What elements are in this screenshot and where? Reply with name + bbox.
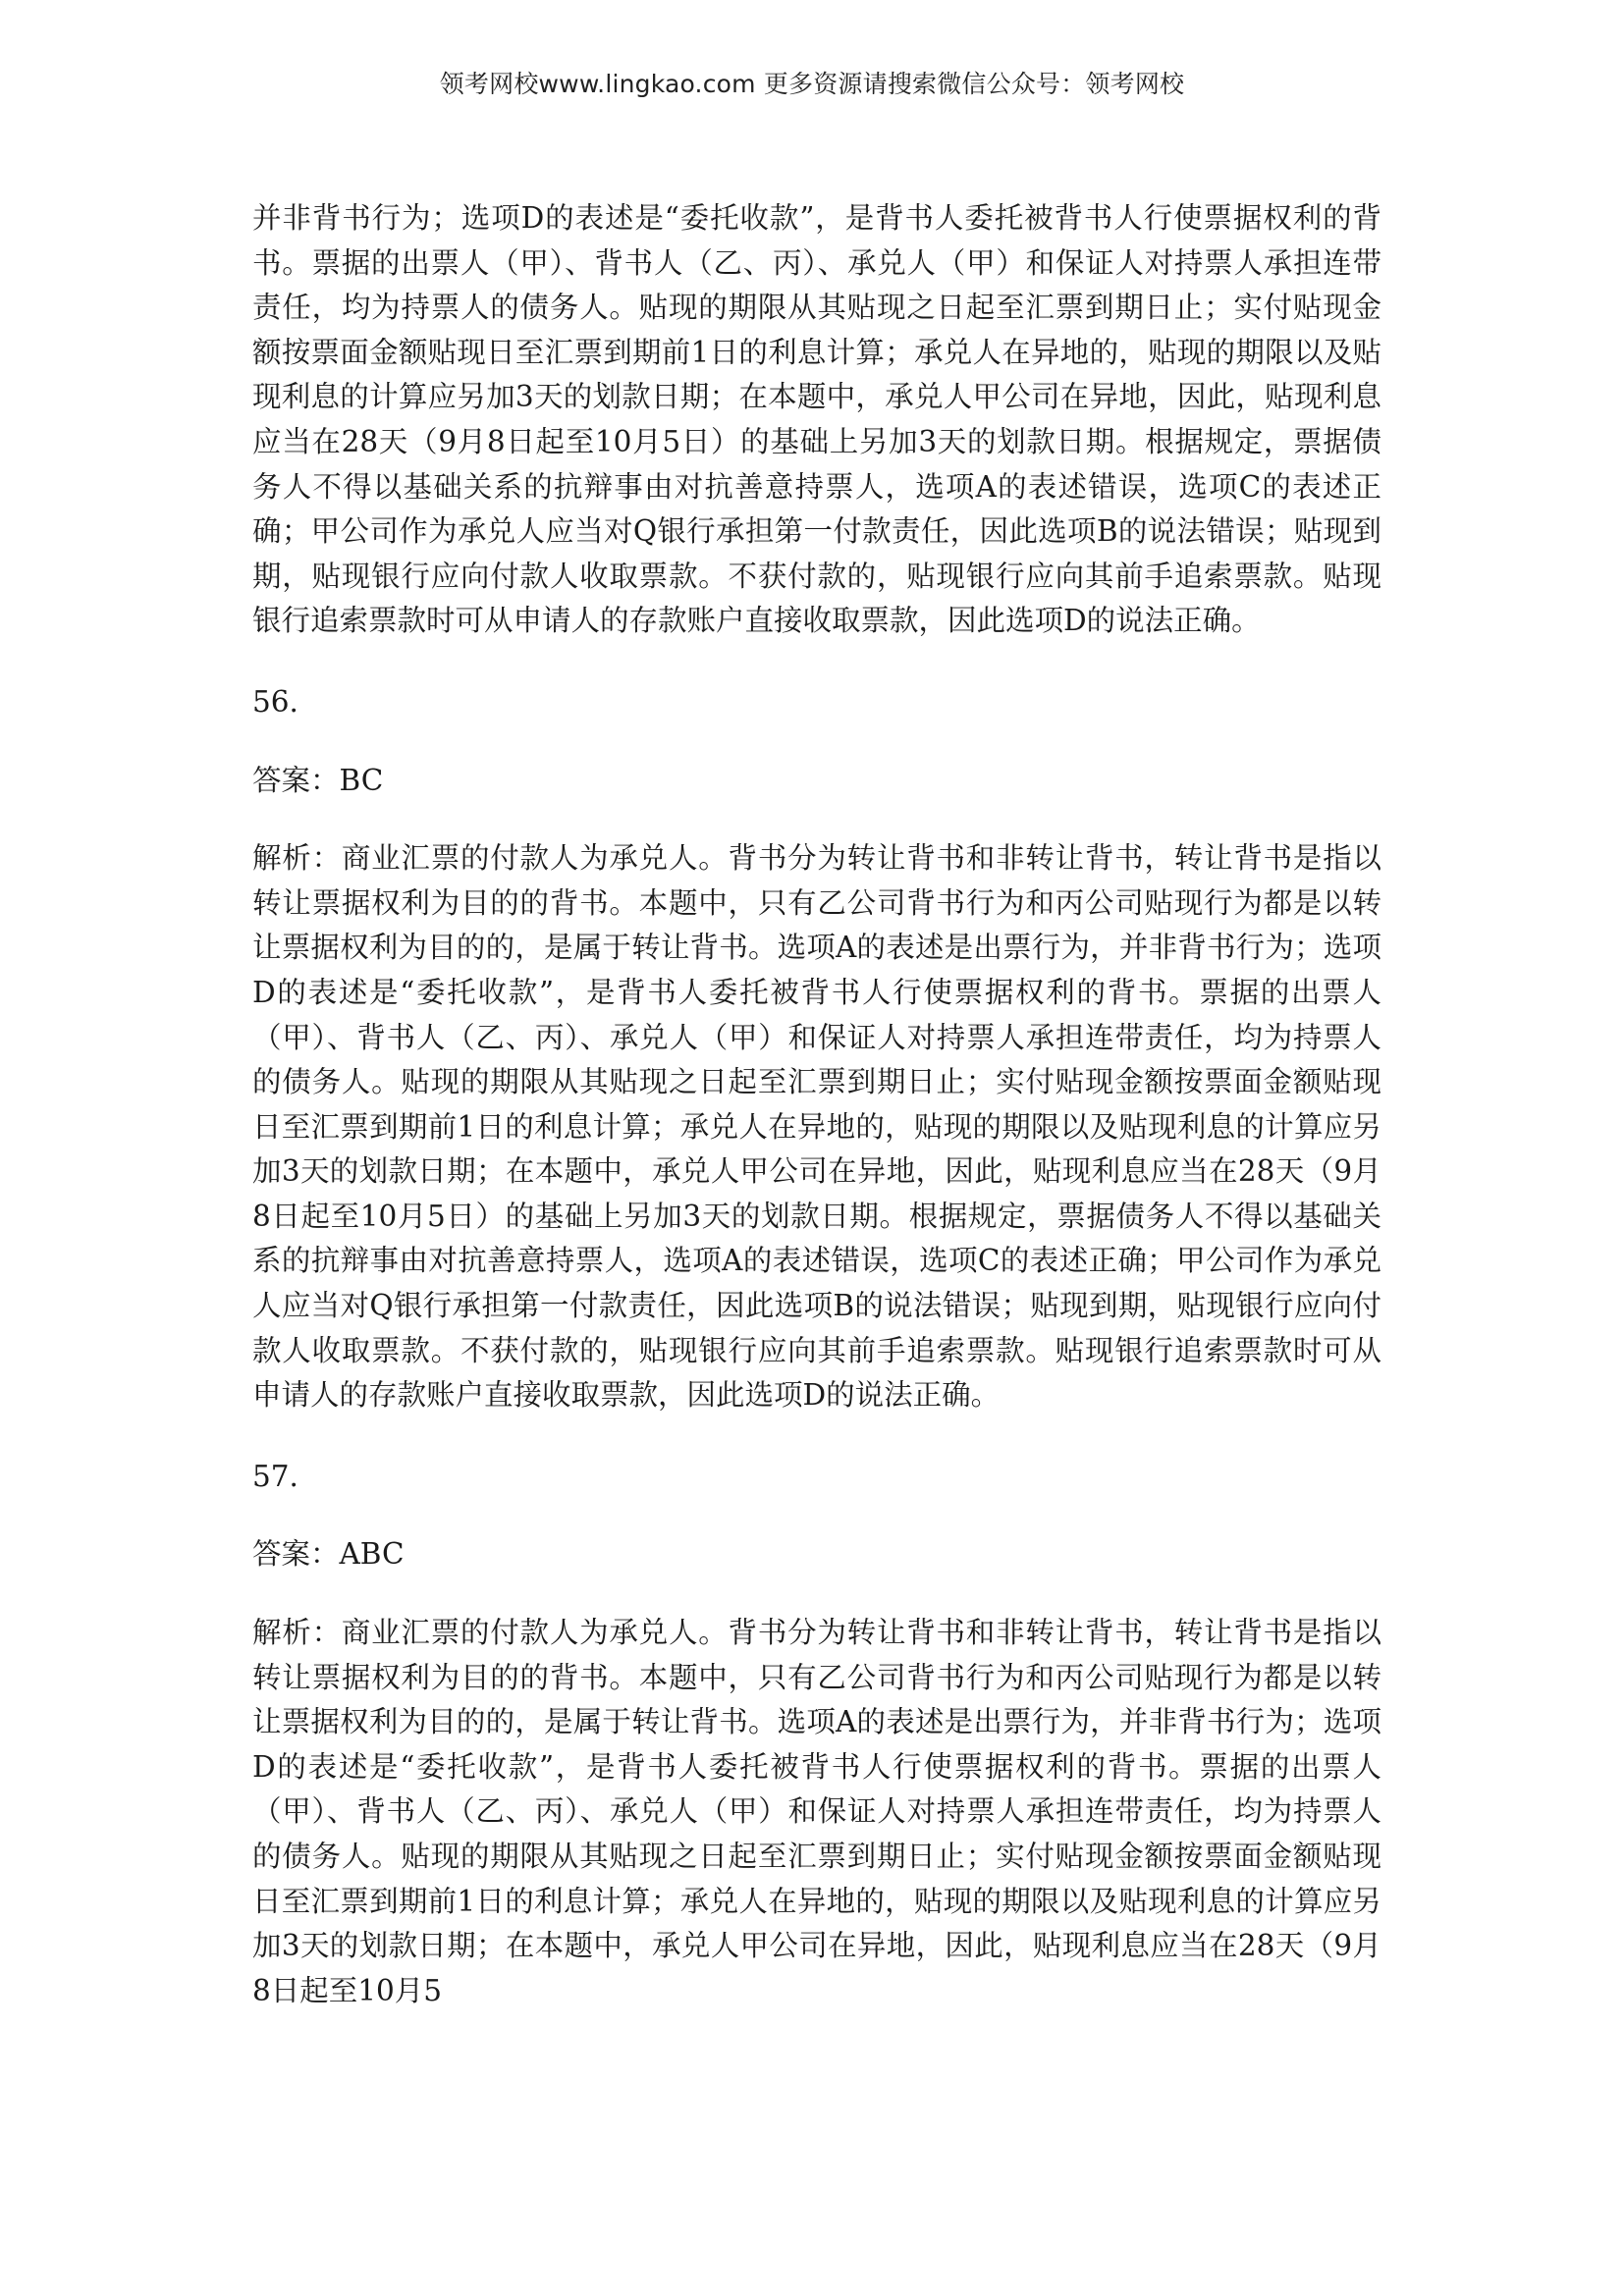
document-body — [252, 196, 1381, 2013]
spacer — [252, 644, 1381, 680]
explanation-57: 解析：商业汇票的付款人为承兑人。背书分为转让背书和非转让背书，转让背书是指以转让票据权利为目的的背书。本题中，只有乙公司背书行为和丙公司贴现行为都是以转让票据权利为目的的，是属于转让背书。选项A的表述是出票行为，并非背书行为；选项D的表述是“委托收款”，是背书人委托被背书人行使票据权利的背书。票据的出票人（甲）、背书人（乙、丙）、承兑人（甲）和保证人对持票人承担连带责任，均为持票人的债务人。贴现的期限从其贴现之日起至汇票到期日止；实付贴现金额按票面金额贴现日至汇票到期前1日的利息计算；承兑人在异地的，贴现的期限以及贴现利息的计算应另加3天的划款日期；在本题中，承兑人甲公司在异地，因此，贴现利息应当在28天（9月8日起至10月5 — [252, 1616, 1381, 2007]
answer-56: 答案：BC — [252, 763, 384, 797]
spacer — [252, 803, 1381, 836]
question-number-57: 57. — [252, 1459, 298, 1493]
spacer — [252, 1499, 1381, 1532]
answer-57: 答案：ABC — [252, 1537, 405, 1572]
explanation-continued: 并非背书行为；选项D的表述是“委托收款”，是背书人委托被背书人行使票据权利的背书。票据的出票人（甲）、背书人（乙、丙）、承兑人（甲）和保证人对持票人承担连带责任，均为持票人的债务人。贴现的期限从其贴现之日起至汇票到期日止；实付贴现金额按票面金额贴现日至汇票到期前1日的利息计算；承兑人在异地的，贴现的期限以及贴现利息的计算应另加3天的划款日期；在本题中，承兑人甲公司在异地，因此，贴现利息应当在28天（9月8日起至10月5日）的基础上另加3天的划款日期。根据规定，票据债务人不得以基础关系的抗辩事由对抗善意持票人，选项A的表述错误，选项C的表述正确；甲公司作为承兑人应当对Q银行承担第一付款责任，因此选项B的说法错误；贴现到期，贴现银行应向付款人收取票款。不获付款的，贴现银行应向其前手追索票款。贴现银行追索票款时可从申请人的存款账户直接收取票款，因此选项D的说法正确。 — [252, 201, 1381, 638]
spacer — [252, 1418, 1381, 1455]
spacer — [252, 725, 1381, 759]
explanation-56: 解析：商业汇票的付款人为承兑人。背书分为转让背书和非转让背书，转让背书是指以转让票据权利为目的的背书。本题中，只有乙公司背书行为和丙公司贴现行为都是以转让票据权利为目的的，是属于转让背书。选项A的表述是出票行为，并非背书行为；选项D的表述是“委托收款”，是背书人委托被背书人行使票据权利的背书。票据的出票人（甲）、背书人（乙、丙）、承兑人（甲）和保证人对持票人承担连带责任，均为持票人的债务人。贴现的期限从其贴现之日起至汇票到期日止；实付贴现金额按票面金额贴现日至汇票到期前1日的利息计算；承兑人在异地的，贴现的期限以及贴现利息的计算应另加3天的划款日期；在本题中，承兑人甲公司在异地，因此，贴现利息应当在28天（9月8日起至10月5日）的基础上另加3天的划款日期。根据规定，票据债务人不得以基础关系的抗辩事由对抗善意持票人，选项A的表述错误，选项C的表述正确；甲公司作为承兑人应当对Q银行承担第一付款责任，因此选项B的说法错误；贴现到期，贴现银行应向付款人收取票款。不获付款的，贴现银行应向其前手追索票款。贴现银行追索票款时可从申请人的存款账户直接收取票款，因此选项D的说法正确。 — [252, 841, 1381, 1413]
spacer — [252, 1577, 1381, 1611]
page-header: 领考网校www.lingkao.com 更多资源请搜索微信公众号：领考网校 — [439, 70, 1185, 98]
question-number-56: 56. — [252, 684, 298, 719]
